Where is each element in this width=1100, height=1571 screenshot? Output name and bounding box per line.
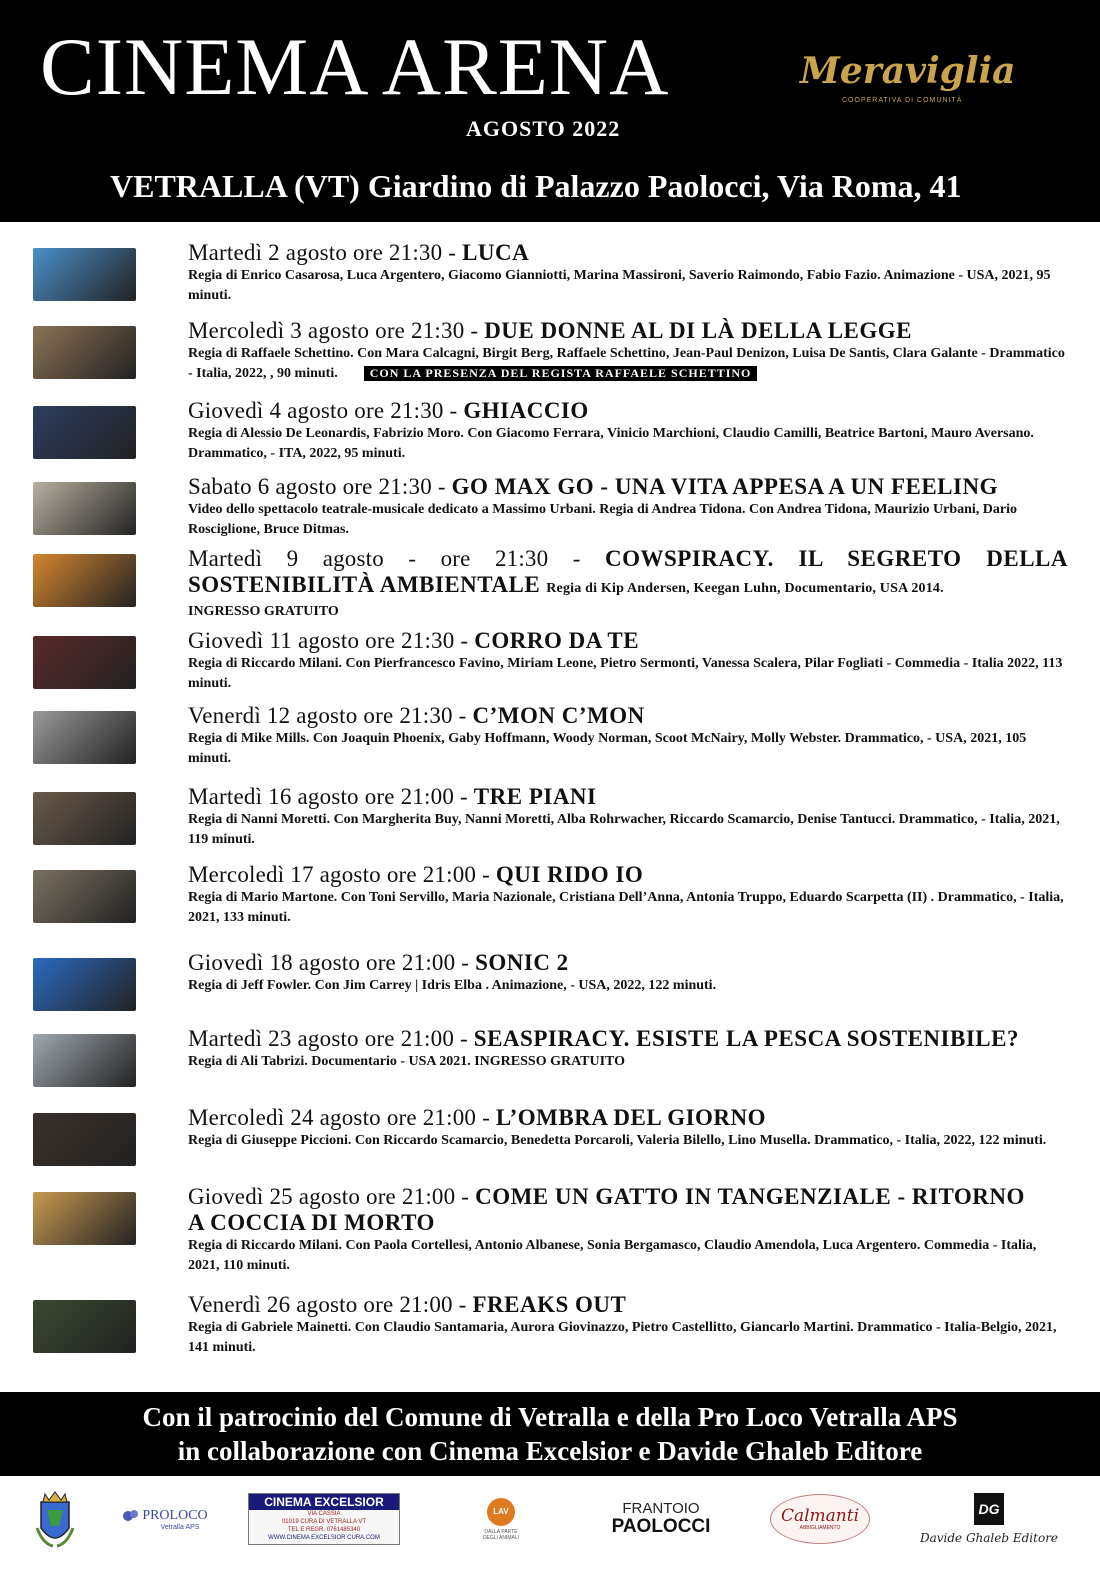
event-details: Regia di Kip Andersen, Keegan Luhn, Documentario, USA 2014.: [546, 581, 944, 596]
event-details: Regia di Riccardo Milani. Con Pierfrancesco Favino, Miriam Leone, Pietro Sermonti, Vanessa Scalera, Pilar Fogliati - Commedia - Italia 2022, 113 minuti.: [188, 656, 1063, 691]
event-date: Giovedì 11 agosto ore 21:30 -: [188, 628, 475, 653]
page-title: CINEMA ARENA: [40, 21, 670, 112]
event-details: Regia di Gabriele Mainetti. Con Claudio Santamaria, Aurora Giovinazzo, Pietro Castellitto, Giancarlo Martini. Drammatico - Italia-Belgio, 2021, 141 minuti.: [188, 1320, 1057, 1355]
director-presence-badge: CON LA PRESENZA DEL REGISTA RAFFAELE SCHETTINO: [364, 366, 758, 381]
event-title: CORRO DA TE: [474, 628, 640, 653]
event-date: Martedì 16 agosto ore 21:00 -: [188, 784, 474, 809]
meraviglia-logo-sub: COOPERATIVA DI COMUNITÀ: [842, 97, 963, 104]
lav-logo: LAV DALLA PARTE DEGLI ANIMALI: [478, 1484, 524, 1554]
event-details: Regia di Jeff Fowler. Con Jim Carrey | Idris Elba . Animazione, - USA, 2022, 122 minuti.: [188, 978, 717, 993]
film-thumbnail: [33, 792, 136, 845]
calmanti-logo: Calmanti ABBIGLIAMENTO: [768, 1484, 872, 1554]
film-thumbnail: [33, 1192, 136, 1245]
event-details: Video dello spettacolo teatrale-musicale dedicato a Massimo Urbani. Regia di Andrea Tidona. Con Andrea Tidona, Maurizio Urbani, Dario Rosciglione, Bruce Ditmas.: [188, 502, 1018, 537]
event-date: Martedì 2 agosto ore 21:30 -: [188, 240, 463, 265]
event-headline: [188, 784, 1068, 810]
event-date: Giovedì 4 agosto ore 21:30 -: [188, 398, 464, 423]
film-thumbnail: [33, 958, 136, 1011]
event-details: Regia di Giuseppe Piccioni. Con Riccardo Scamarcio, Benedetta Porcaroli, Valeria Bilello, Lino Musella. Drammatico, - Italia, 2022, 122 minuti.: [188, 1133, 1047, 1148]
film-thumbnail: [33, 482, 136, 535]
film-thumbnail: [33, 326, 136, 379]
event-date: Sabato 6 agosto ore 21:30 -: [188, 474, 452, 499]
event-date: Mercoledì 3 agosto ore 21:30 -: [188, 318, 485, 343]
event-date: Venerdì 12 agosto ore 21:30 -: [188, 703, 473, 728]
event-title: GHIACCIO: [463, 398, 589, 423]
footer-line-2: in collaborazione con Cinema Excelsior e Davide Ghaleb Editore: [177, 1436, 923, 1466]
film-thumbnail: [33, 711, 136, 764]
film-thumbnail: [33, 1300, 136, 1353]
davide-ghaleb-logo: DG Davide Ghaleb Editore: [914, 1484, 1064, 1554]
proloco-flower-icon: [122, 1508, 142, 1524]
event-details: Regia di Mike Mills. Con Joaquin Phoenix, Gaby Hoffmann, Woody Norman, Scoot McNairy, Molly Webster. Drammatico, - USA, 2021, 105 minuti.: [188, 731, 1027, 766]
event-title: SONIC 2: [475, 950, 569, 975]
event-title: LUCA: [462, 240, 530, 265]
event-headline: [188, 474, 1068, 500]
header: [0, 0, 1100, 222]
free-entry-label: INGRESSO GRATUITO: [188, 604, 339, 619]
film-thumbnail: [33, 248, 136, 301]
event-details: Regia di Nanni Moretti. Con Margherita Buy, Nanni Moretti, Alba Rohrwacher, Riccardo Scamarcio, Denise Tantucci. Drammatico, - Italia, 2021, 119 minuti.: [188, 812, 1060, 847]
event-details: Regia di Raffaele Schettino. Con Mara Calcagni, Birgit Berg, Raffaele Schettino, Jean-Paul Denizon, Luisa De Santis, Clara Galante - Drammatico - Italia, 2022, , 90 minuti.: [188, 346, 1065, 381]
event-title: L’OMBRA DEL GIORNO: [495, 1105, 767, 1130]
film-thumbnail: [33, 1113, 136, 1166]
event-details: Regia di Alessio De Leonardis, Fabrizio Moro. Con Giacomo Ferrara, Vinicio Marchioni, Claudio Camilli, Beatrice Bartoni, Mauro Aversano. Drammatico, - ITA, 2022, 95 minuti.: [188, 426, 1034, 461]
frantoio-paolocci-logo: FRANTOIO PAOLOCCI: [611, 1500, 711, 1537]
event-headline: [188, 1026, 1068, 1052]
event-headline: [188, 398, 1068, 424]
meraviglia-logo: Meraviglia: [800, 50, 1016, 92]
event-headline: [188, 628, 1068, 654]
vetralla-crest-icon: [30, 1484, 80, 1554]
event-title: GO MAX GO - UNA VITA APPESA A UN FEELING: [451, 474, 998, 499]
event-title: COME UN GATTO IN TANGENZIALE - RITORNO A COCCIA DI MORTO: [188, 1184, 1025, 1235]
event-headline: [188, 703, 1068, 729]
film-thumbnail: [33, 870, 136, 923]
event-date: Giovedì 18 agosto ore 21:00 -: [188, 950, 476, 975]
event-headline: [188, 240, 1068, 266]
event-details: Regia di Enrico Casarosa, Luca Argentero, Giacomo Gianniotti, Marina Massironi, Saverio Raimondo, Fabio Fazio. Animazione - USA, 2021, 95 minuti.: [188, 268, 1051, 303]
event-title: DUE DONNE AL DI LÀ DELLA LEGGE: [484, 318, 913, 343]
event-title: FREAKS OUT: [472, 1292, 627, 1317]
event-details: Regia di Mario Martone. Con Toni Servillo, Maria Nazionale, Cristiana Dell’Anna, Antonia Truppo, Eduardo Scarpetta (II) . Drammatico, - Italia, 2021, 133 minuti.: [188, 890, 1064, 925]
event-headline: [188, 862, 1068, 888]
event-title: C’MON C’MON: [472, 703, 645, 728]
event-title: QUI RIDO IO: [495, 862, 644, 887]
event-headline: [188, 1184, 1028, 1236]
venue-address: VETRALLA (VT) Giardino di Palazzo Paolocci, Via Roma, 41: [110, 168, 962, 204]
event-date: Martedì 23 agosto ore 21:00 -: [188, 1026, 474, 1051]
event-headline: [188, 546, 1068, 602]
film-thumbnail: [33, 406, 136, 459]
event-date: Giovedì 25 agosto ore 21:00 -: [188, 1184, 476, 1209]
event-title: TRE PIANI: [473, 784, 597, 809]
film-thumbnail: [33, 1034, 136, 1087]
event-headline: [188, 950, 1068, 976]
event-details: Regia di Ali Tabrizi. Documentario - USA 2021. INGRESSO GRATUITO: [188, 1054, 626, 1069]
event-date: Venerdì 26 agosto ore 21:00 -: [188, 1292, 473, 1317]
event-details: Regia di Riccardo Milani. Con Paola Cortellesi, Antonio Albanese, Sonia Bergamasco, Claudio Amendola, Luca Argentero. Commedia - Italia, 2021, 110 minuti.: [188, 1238, 1037, 1273]
month-subtitle: AGOSTO 2022: [466, 116, 621, 141]
event-headline: [188, 1292, 1068, 1318]
film-thumbnail: [33, 636, 136, 689]
proloco-logo: PROLOCO Vetralla APS: [120, 1484, 210, 1554]
cinema-excelsior-logo: CINEMA EXCELSIOR VIA CASSIA 01019 CURA DI VETRALLA VT TEL E REGR. 0761485340 WWW.CINEMA EXCELSIOR CURA.COM: [246, 1484, 402, 1554]
footer-line-1: Con il patrocinio del Comune di Vetralla e della Pro Loco Vetralla APS: [142, 1402, 958, 1432]
film-thumbnail: [33, 554, 136, 607]
footer-banner: [0, 1392, 1100, 1476]
event-title: SEASPIRACY. ESISTE LA PESCA SOSTENIBILE?: [473, 1026, 1019, 1051]
event-date: Mercoledì 24 agosto ore 21:00 -: [188, 1105, 496, 1130]
event-title: COWSPIRACY. IL SEGRETO DELLA SOSTENIBILITÀ AMBIENTALE: [188, 546, 1068, 597]
event-headline: [188, 1105, 1068, 1131]
event-date: Martedì 9 agosto - ore 21:30 -: [188, 546, 605, 571]
event-headline: [188, 318, 1068, 344]
event-date: Mercoledì 17 agosto ore 21:00 -: [188, 862, 496, 887]
